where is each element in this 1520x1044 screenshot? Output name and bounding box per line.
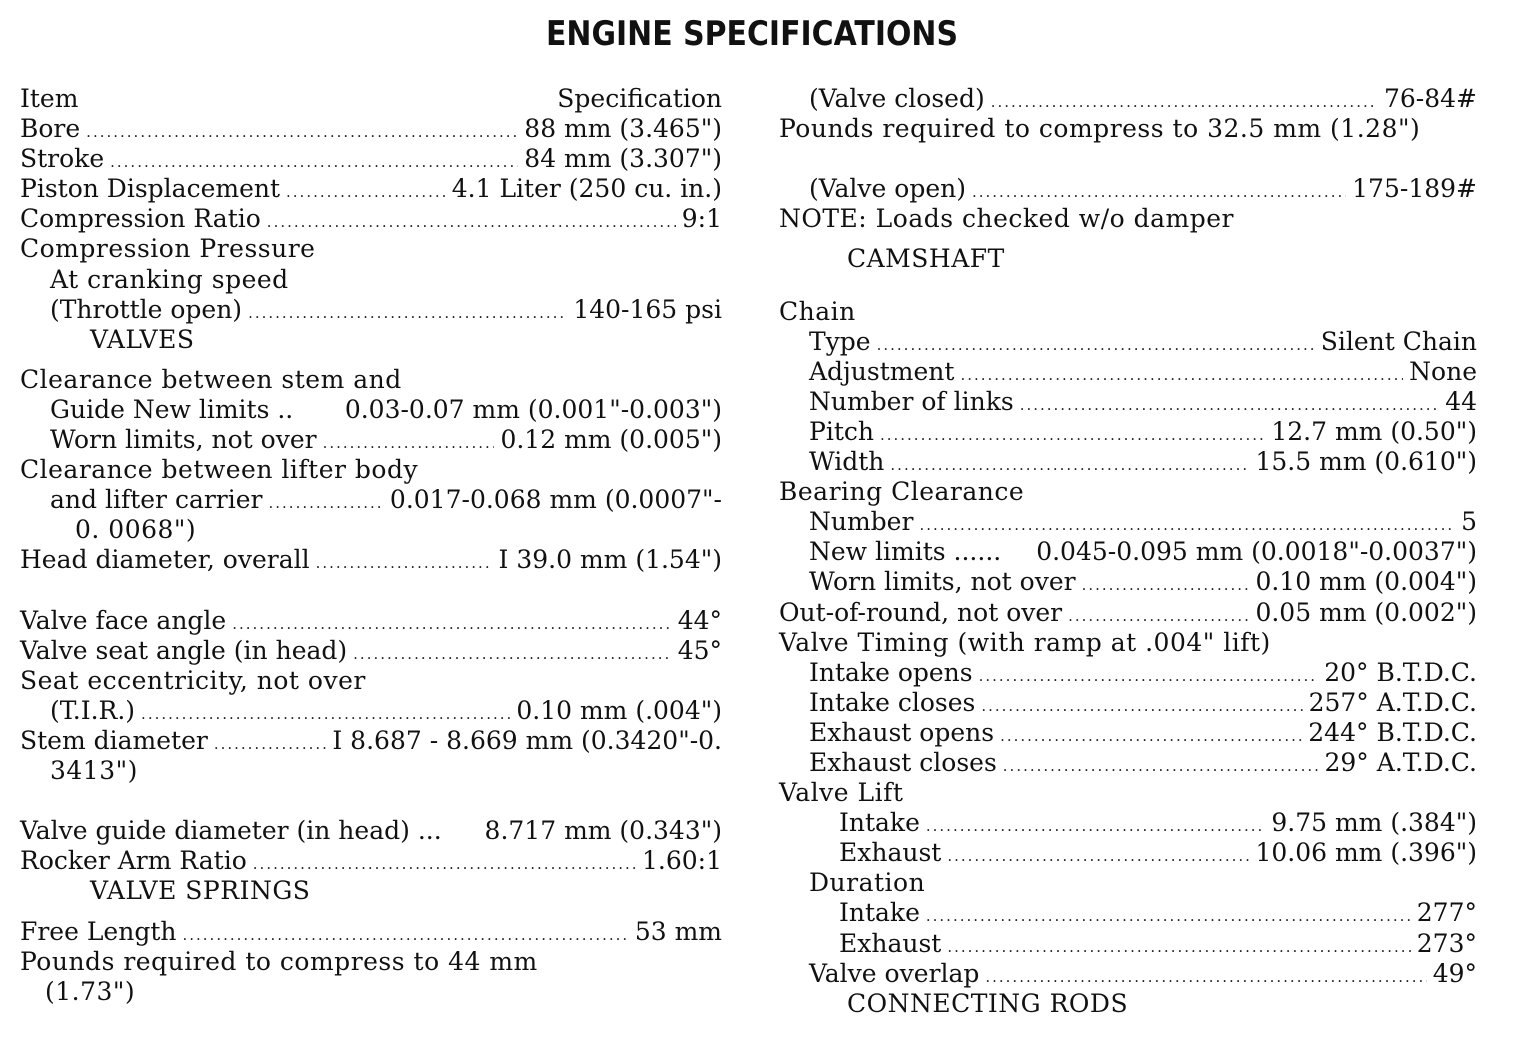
- dot-leader: [248, 298, 567, 328]
- spec-label: Valve overlap: [809, 958, 980, 988]
- spec-row-lift-intake: [779, 808, 1477, 838]
- dot-leader: [1000, 721, 1302, 751]
- spec-value: 76-84#: [1383, 84, 1477, 113]
- section-heading-connecting-rods: CONNECTING RODS: [847, 988, 1129, 1018]
- spec-row-pitch: [779, 417, 1477, 447]
- spec-value: 53 mm: [634, 916, 722, 946]
- dot-leader: [960, 360, 1403, 390]
- dot-leader: [972, 177, 1346, 207]
- spec-row-adjustment: [779, 357, 1477, 387]
- spec-label: (Valve closed): [809, 84, 985, 113]
- dot-leader: [991, 87, 1378, 117]
- spec-row-valve-guide-diameter: [20, 816, 722, 846]
- spec-label: Exhaust opens: [809, 717, 995, 747]
- header-item: Item: [20, 84, 79, 113]
- spec-value: 20° B.T.D.C.: [1324, 657, 1477, 687]
- spec-row-head-diameter: [20, 545, 722, 575]
- spec-value: 9:1: [681, 204, 722, 234]
- spec-row-worn-limits: [779, 567, 1477, 597]
- spec-label: Exhaust: [839, 838, 942, 868]
- dot-leader: [947, 932, 1410, 962]
- dot-leader: [947, 841, 1249, 871]
- dot-leader: [86, 117, 518, 147]
- left-column: [20, 84, 722, 1007]
- spec-row-valve-closed: [779, 84, 1477, 114]
- spec-value: 29° A.T.D.C.: [1324, 747, 1477, 777]
- spec-value: 45°: [677, 635, 722, 665]
- spec-value: 0.12 mm (0.005"): [500, 425, 722, 455]
- dot-leader: [316, 548, 493, 578]
- spec-label: Intake opens: [809, 657, 973, 687]
- spec-value: 0.10 mm (.004"): [516, 695, 722, 725]
- spec-label: Valve Timing (with ramp at .004" lift): [779, 627, 1271, 657]
- spec-label: Intake: [839, 808, 920, 838]
- spec-label: (Valve open): [809, 174, 966, 204]
- spec-label: Duration: [809, 868, 926, 898]
- spec-value: 244° B.T.D.C.: [1308, 717, 1477, 747]
- dot-leader: [286, 177, 446, 207]
- spec-label: Intake closes: [809, 687, 976, 717]
- spec-row-valve-face-angle: [20, 606, 722, 636]
- spec-label: Guide New limits ..: [50, 394, 294, 424]
- spec-value: 0.017-0.068 mm (0.0007"-: [389, 485, 722, 515]
- spec-value: 277°: [1416, 898, 1477, 928]
- spec-label: Valve guide diameter (in head) ...: [20, 816, 442, 846]
- spec-label: Exhaust closes: [809, 747, 997, 777]
- dot-leader: [182, 920, 628, 950]
- spec-row-out-of-round: [779, 598, 1477, 628]
- spec-value: 140-165 psi: [573, 294, 722, 324]
- dot-leader: [1003, 751, 1319, 781]
- spec-row-throttle-open: [20, 295, 722, 325]
- spec-label: Exhaust: [839, 928, 942, 958]
- spec-label: Worn limits, not over: [50, 425, 317, 455]
- spec-label: Piston Displacement: [20, 174, 281, 204]
- spec-row-chain-type: [779, 327, 1477, 357]
- spec-label: Compression Pressure: [20, 234, 316, 264]
- spec-row-number-of-links: [779, 387, 1477, 417]
- spec-row-lift-exhaust: [779, 838, 1477, 868]
- spec-value-continuation: (1.73"): [45, 976, 136, 1006]
- spec-row-width: [779, 447, 1477, 477]
- spec-label: Adjustment: [809, 356, 955, 386]
- dot-leader: [926, 901, 1411, 931]
- spec-value: 49°: [1432, 958, 1477, 988]
- spec-row-compression-ratio: [20, 204, 722, 234]
- spec-label: Number: [809, 507, 914, 537]
- spec-label: At cranking speed: [50, 264, 289, 294]
- dot-leader: [323, 428, 495, 458]
- spec-value: 15.5 mm (0.610"): [1255, 447, 1477, 477]
- dot-leader: [1082, 570, 1250, 600]
- dot-leader: [232, 609, 671, 639]
- spec-label: Bearing Clearance: [779, 477, 1025, 507]
- section-heading-camshaft: CAMSHAFT: [847, 244, 1005, 274]
- column-header: [20, 84, 722, 114]
- spec-row-stroke: [20, 144, 722, 174]
- spec-label: Stroke: [20, 144, 105, 174]
- dot-leader: [919, 510, 1455, 540]
- spec-row-lifter-carrier: [20, 485, 722, 515]
- spec-value-continuation: 3413"): [50, 756, 138, 786]
- spec-row-new-limits: [779, 537, 1477, 567]
- note-text: NOTE: Loads checked w/o damper: [779, 204, 1234, 234]
- dot-leader: [141, 699, 510, 729]
- spec-row-bore: [20, 114, 722, 144]
- dot-leader: [110, 147, 518, 177]
- spec-label: Stem diameter: [20, 725, 208, 755]
- spec-row-duration-intake: [779, 898, 1477, 928]
- spec-label: Number of links: [809, 386, 1014, 416]
- spec-label: Compression Ratio: [20, 204, 261, 234]
- spec-row-free-length: [20, 917, 722, 947]
- spec-value: I 8.687 - 8.669 mm (0.3420"-0.: [332, 725, 722, 755]
- section-heading-valves: VALVES: [90, 324, 195, 354]
- spec-value: 44: [1445, 386, 1477, 416]
- spec-label: Clearance between stem and: [20, 364, 402, 394]
- spec-value-continuation: 0. 0068"): [75, 515, 197, 545]
- section-heading-valve-springs: VALVE SPRINGS: [90, 876, 311, 906]
- spec-label: and lifter carrier: [50, 485, 263, 515]
- spec-row-exhaust-opens: [779, 718, 1477, 748]
- spec-row-stem-diameter: [20, 726, 722, 756]
- spec-value: None: [1409, 356, 1477, 386]
- spec-row-displacement: [20, 174, 722, 204]
- spec-label: Seat eccentricity, not over: [20, 665, 366, 695]
- spec-row-worn-limits: [20, 425, 722, 455]
- spec-row-valve-overlap: [779, 959, 1477, 989]
- spec-value: 84 mm (3.307"): [524, 144, 722, 174]
- spec-row-valve-open: [779, 174, 1477, 204]
- dot-leader: [981, 691, 1302, 721]
- spec-label: New limits ......: [809, 537, 1002, 567]
- dot-leader: [1020, 390, 1439, 420]
- spec-row-guide-new-limits: [20, 395, 722, 425]
- spec-value: 44°: [677, 605, 722, 635]
- dot-leader: [985, 962, 1426, 992]
- spec-label: Out-of-round, not over: [779, 597, 1063, 627]
- dot-leader: [353, 639, 672, 669]
- dot-leader: [253, 849, 636, 879]
- right-column: [779, 84, 1477, 1019]
- dot-leader: [979, 661, 1319, 691]
- spec-row-exhaust-closes: [779, 748, 1477, 778]
- spec-row-intake-closes: [779, 688, 1477, 718]
- dot-leader: [269, 488, 384, 518]
- spec-row-rocker-arm-ratio: [20, 846, 722, 876]
- spec-value: 9.75 mm (.384"): [1271, 808, 1477, 838]
- dot-leader: [890, 450, 1249, 480]
- spec-value: 88 mm (3.465"): [524, 114, 722, 144]
- spec-label: Pounds required to compress to 32.5 mm (1.28"): [779, 114, 1421, 144]
- spec-label: Valve seat angle (in head): [20, 635, 348, 665]
- spec-value: 0.10 mm (0.004"): [1255, 567, 1477, 597]
- spec-label: (T.I.R.): [50, 695, 136, 725]
- spec-label: Valve face angle: [20, 605, 227, 635]
- dot-leader: [877, 330, 1315, 360]
- spec-value: 175-189#: [1352, 174, 1477, 204]
- spec-value: 1.60:1: [642, 846, 722, 876]
- spec-label: Chain: [779, 296, 856, 326]
- dot-leader: [214, 729, 327, 759]
- spec-value: 273°: [1416, 928, 1477, 958]
- spec-label: Rocker Arm Ratio: [20, 846, 247, 876]
- spec-label: Clearance between lifter body: [20, 455, 419, 485]
- spec-value: 0.05 mm (0.002"): [1255, 597, 1477, 627]
- dot-leader: [267, 207, 676, 237]
- spec-value: 0.045-0.095 mm (0.0018"-0.0037"): [1036, 537, 1477, 567]
- dot-leader: [926, 811, 1265, 841]
- spec-label: Width: [809, 447, 885, 477]
- spec-value: 0.03-0.07 mm (0.001"-0.003"): [344, 394, 722, 424]
- spec-value: 12.7 mm (0.50"): [1271, 416, 1477, 446]
- spec-label: Bore: [20, 114, 81, 144]
- page-title: ENGINE SPECIFICATIONS: [545, 14, 959, 54]
- spec-label: Free Length: [20, 916, 177, 946]
- spec-value: I 39.0 mm (1.54"): [498, 545, 722, 575]
- spec-label: Intake: [839, 898, 920, 928]
- spec-value: 257° A.T.D.C.: [1308, 687, 1477, 717]
- spec-row-tir: [20, 696, 722, 726]
- spec-row-bearing-number: [779, 507, 1477, 537]
- spec-label: Head diameter, overall: [20, 545, 310, 575]
- dot-leader: [880, 420, 1265, 450]
- spec-value: 10.06 mm (.396"): [1255, 838, 1477, 868]
- spec-row-duration-exhaust: [779, 929, 1477, 959]
- header-specification: Specification: [557, 84, 722, 113]
- spec-label: Pitch: [809, 416, 874, 446]
- spec-label: Valve Lift: [779, 778, 904, 808]
- spec-value: Silent Chain: [1320, 326, 1477, 356]
- spec-label: (Throttle open): [50, 294, 243, 324]
- spec-row-valve-seat-angle: [20, 636, 722, 666]
- spec-label: Pounds required to compress to 44 mm: [20, 946, 538, 976]
- spec-label: Worn limits, not over: [809, 567, 1076, 597]
- spec-value: 4.1 Liter (250 cu. in.): [451, 174, 722, 204]
- dot-leader: [1068, 601, 1249, 631]
- spec-label: Type: [809, 326, 871, 356]
- spec-value: 5: [1461, 507, 1477, 537]
- spec-row-intake-opens: [779, 658, 1477, 688]
- spec-value: 8.717 mm (0.343"): [484, 816, 722, 846]
